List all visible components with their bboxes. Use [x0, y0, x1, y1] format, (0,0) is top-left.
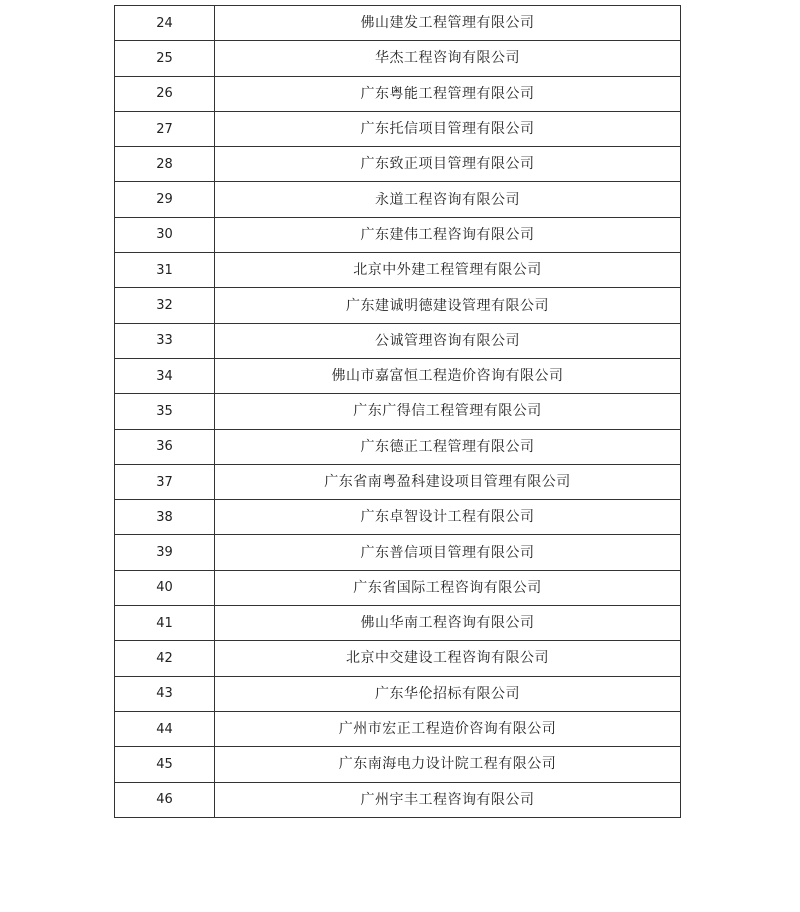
table-row	[115, 182, 681, 217]
row-number-cell: 40	[115, 570, 215, 605]
table-row	[115, 394, 681, 429]
table-row	[115, 41, 681, 76]
company-name-cell: 广东托信项目管理有限公司	[215, 111, 681, 146]
table-row	[115, 76, 681, 111]
company-name-cell: 北京中外建工程管理有限公司	[215, 253, 681, 288]
row-number-cell: 30	[115, 217, 215, 252]
table-row	[115, 606, 681, 641]
row-number-cell: 32	[115, 288, 215, 323]
row-number-cell: 24	[115, 6, 215, 41]
table-row	[115, 217, 681, 252]
row-number-cell: 42	[115, 641, 215, 676]
company-name-cell: 广东华伦招标有限公司	[215, 676, 681, 711]
company-name-cell: 广州宇丰工程咨询有限公司	[215, 782, 681, 817]
table-row	[115, 782, 681, 817]
row-number-cell: 41	[115, 606, 215, 641]
company-name-cell: 广东卓智设计工程有限公司	[215, 500, 681, 535]
table-row	[115, 464, 681, 499]
row-number-cell: 29	[115, 182, 215, 217]
company-name-cell: 广东南海电力设计院工程有限公司	[215, 747, 681, 782]
company-name-cell: 佛山建发工程管理有限公司	[215, 6, 681, 41]
row-number-cell: 46	[115, 782, 215, 817]
company-name-cell: 华杰工程咨询有限公司	[215, 41, 681, 76]
company-name-cell: 广东建伟工程咨询有限公司	[215, 217, 681, 252]
table-row	[115, 147, 681, 182]
table-row	[115, 323, 681, 358]
company-list-table	[114, 5, 681, 818]
company-name-cell: 广东省国际工程咨询有限公司	[215, 570, 681, 605]
company-name-cell: 广东建诚明德建设管理有限公司	[215, 288, 681, 323]
row-number-cell: 34	[115, 358, 215, 393]
table-row	[115, 253, 681, 288]
row-number-cell: 37	[115, 464, 215, 499]
company-name-cell: 广东德正工程管理有限公司	[215, 429, 681, 464]
row-number-cell: 43	[115, 676, 215, 711]
company-name-cell: 佛山市嘉富恒工程造价咨询有限公司	[215, 358, 681, 393]
table-row	[115, 358, 681, 393]
row-number-cell: 33	[115, 323, 215, 358]
table-row	[115, 747, 681, 782]
company-name-cell: 广东省南粤盈科建设项目管理有限公司	[215, 464, 681, 499]
table-row	[115, 288, 681, 323]
table-row	[115, 429, 681, 464]
row-number-cell: 35	[115, 394, 215, 429]
row-number-cell: 36	[115, 429, 215, 464]
company-name-cell: 广东致正项目管理有限公司	[215, 147, 681, 182]
company-name-cell: 北京中交建设工程咨询有限公司	[215, 641, 681, 676]
row-number-cell: 38	[115, 500, 215, 535]
row-number-cell: 28	[115, 147, 215, 182]
company-name-cell: 佛山华南工程咨询有限公司	[215, 606, 681, 641]
table-row	[115, 676, 681, 711]
company-name-cell: 广东粤能工程管理有限公司	[215, 76, 681, 111]
table-row	[115, 6, 681, 41]
row-number-cell: 45	[115, 747, 215, 782]
table-row	[115, 500, 681, 535]
row-number-cell: 31	[115, 253, 215, 288]
table-row	[115, 570, 681, 605]
table-row	[115, 535, 681, 570]
company-name-cell: 广东普信项目管理有限公司	[215, 535, 681, 570]
row-number-cell: 26	[115, 76, 215, 111]
row-number-cell: 39	[115, 535, 215, 570]
company-name-cell: 广东广得信工程管理有限公司	[215, 394, 681, 429]
company-name-cell: 公诚管理咨询有限公司	[215, 323, 681, 358]
row-number-cell: 44	[115, 711, 215, 746]
table-row	[115, 111, 681, 146]
company-name-cell: 广州市宏正工程造价咨询有限公司	[215, 711, 681, 746]
company-name-cell: 永道工程咨询有限公司	[215, 182, 681, 217]
row-number-cell: 27	[115, 111, 215, 146]
table-row	[115, 641, 681, 676]
row-number-cell: 25	[115, 41, 215, 76]
table-body	[115, 6, 681, 818]
table-row	[115, 711, 681, 746]
